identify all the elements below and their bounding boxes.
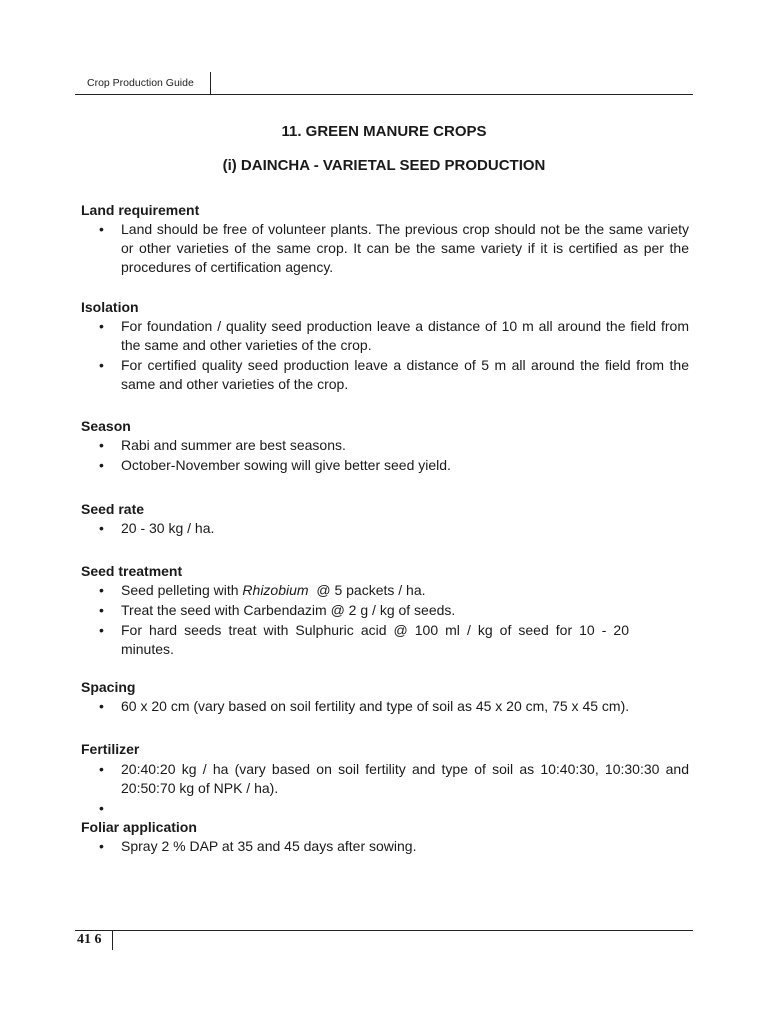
- list-item: • Spray 2 % DAP at 35 and 45 days after sowing.: [81, 837, 689, 856]
- list-item-empty: [81, 799, 689, 818]
- list-item: • For hard seeds treat with Sulphuric acid @ 100 ml / kg of seed for 10 - 20 minutes.: [81, 621, 689, 659]
- text-prefix: Seed pelleting with: [121, 582, 243, 598]
- list-item: • 20 - 30 kg / ha.: [81, 519, 689, 538]
- bullet-list: [81, 436, 689, 475]
- page-header: [75, 72, 693, 95]
- list-item: • Treat the seed with Carbendazim @ 2 g / kg of seeds.: [81, 601, 689, 620]
- section-heading: Fertilizer: [81, 741, 140, 757]
- section-seed-treatment: [81, 562, 689, 660]
- page-number: 41 6: [77, 932, 102, 947]
- list-item: • Land should be free of volunteer plants. The previous crop should not be the same variety or other varieties of the same crop. It can be the same variety if it is certified as per the procedures of certification agency.: [81, 220, 689, 277]
- section-heading: Foliar application: [81, 819, 197, 835]
- section-heading: Seed rate: [81, 501, 145, 517]
- chapter-title: 11. GREEN MANURE CROPS: [281, 123, 487, 140]
- section-heading: Season: [81, 418, 131, 434]
- rhizobium-term: Rhizobium: [242, 582, 309, 598]
- footer-rule: [75, 930, 693, 931]
- section-heading: Spacing: [81, 679, 136, 695]
- list-item: • 20:40:20 kg / ha (vary based on soil fertility and type of soil as 10:40:30, 10:30:30 and 20:50:70 kg of NPK / ha).: [81, 760, 689, 798]
- list-item: • For foundation / quality seed production leave a distance of 10 m all around the field from the same and other varieties of the crop.: [81, 317, 689, 355]
- header-divider: [210, 72, 211, 94]
- section-subtitle: (i) DAINCHA - VARIETAL SEED PRODUCTION: [222, 157, 546, 174]
- guide-title: Crop Production Guide: [87, 77, 194, 89]
- bullet-list: [81, 760, 689, 818]
- list-item: [81, 581, 689, 600]
- section-heading: Land requirement: [81, 202, 200, 218]
- bullet-list: [81, 837, 689, 856]
- section-isolation: [81, 298, 689, 395]
- list-item: • 60 x 20 cm (vary based on soil fertility and type of soil as 45 x 20 cm, 75 x 45 cm).: [81, 697, 689, 716]
- bullet-list: [81, 697, 689, 716]
- bullet-list: [81, 220, 689, 277]
- bullet-list: [81, 519, 689, 538]
- section-seed-rate: [81, 500, 689, 539]
- text-suffix: @ 5 packets / ha.: [308, 582, 426, 598]
- section-heading: Seed treatment: [81, 563, 183, 579]
- list-item: • For certified quality seed production leave a distance of 5 m all around the field from the same and other varieties of the crop.: [81, 356, 689, 394]
- section-season: [81, 417, 689, 476]
- list-item: • Rabi and summer are best seasons.: [81, 436, 689, 455]
- bullet-list: [81, 581, 689, 659]
- section-fertilizer: [81, 740, 689, 819]
- section-foliar-application: [81, 818, 689, 857]
- section-land-requirement: [81, 201, 689, 278]
- section-heading: Isolation: [81, 299, 139, 315]
- footer-divider: [112, 930, 113, 950]
- bullet-list: [81, 317, 689, 394]
- section-spacing: [81, 678, 689, 717]
- list-item: • October-November sowing will give better seed yield.: [81, 456, 689, 475]
